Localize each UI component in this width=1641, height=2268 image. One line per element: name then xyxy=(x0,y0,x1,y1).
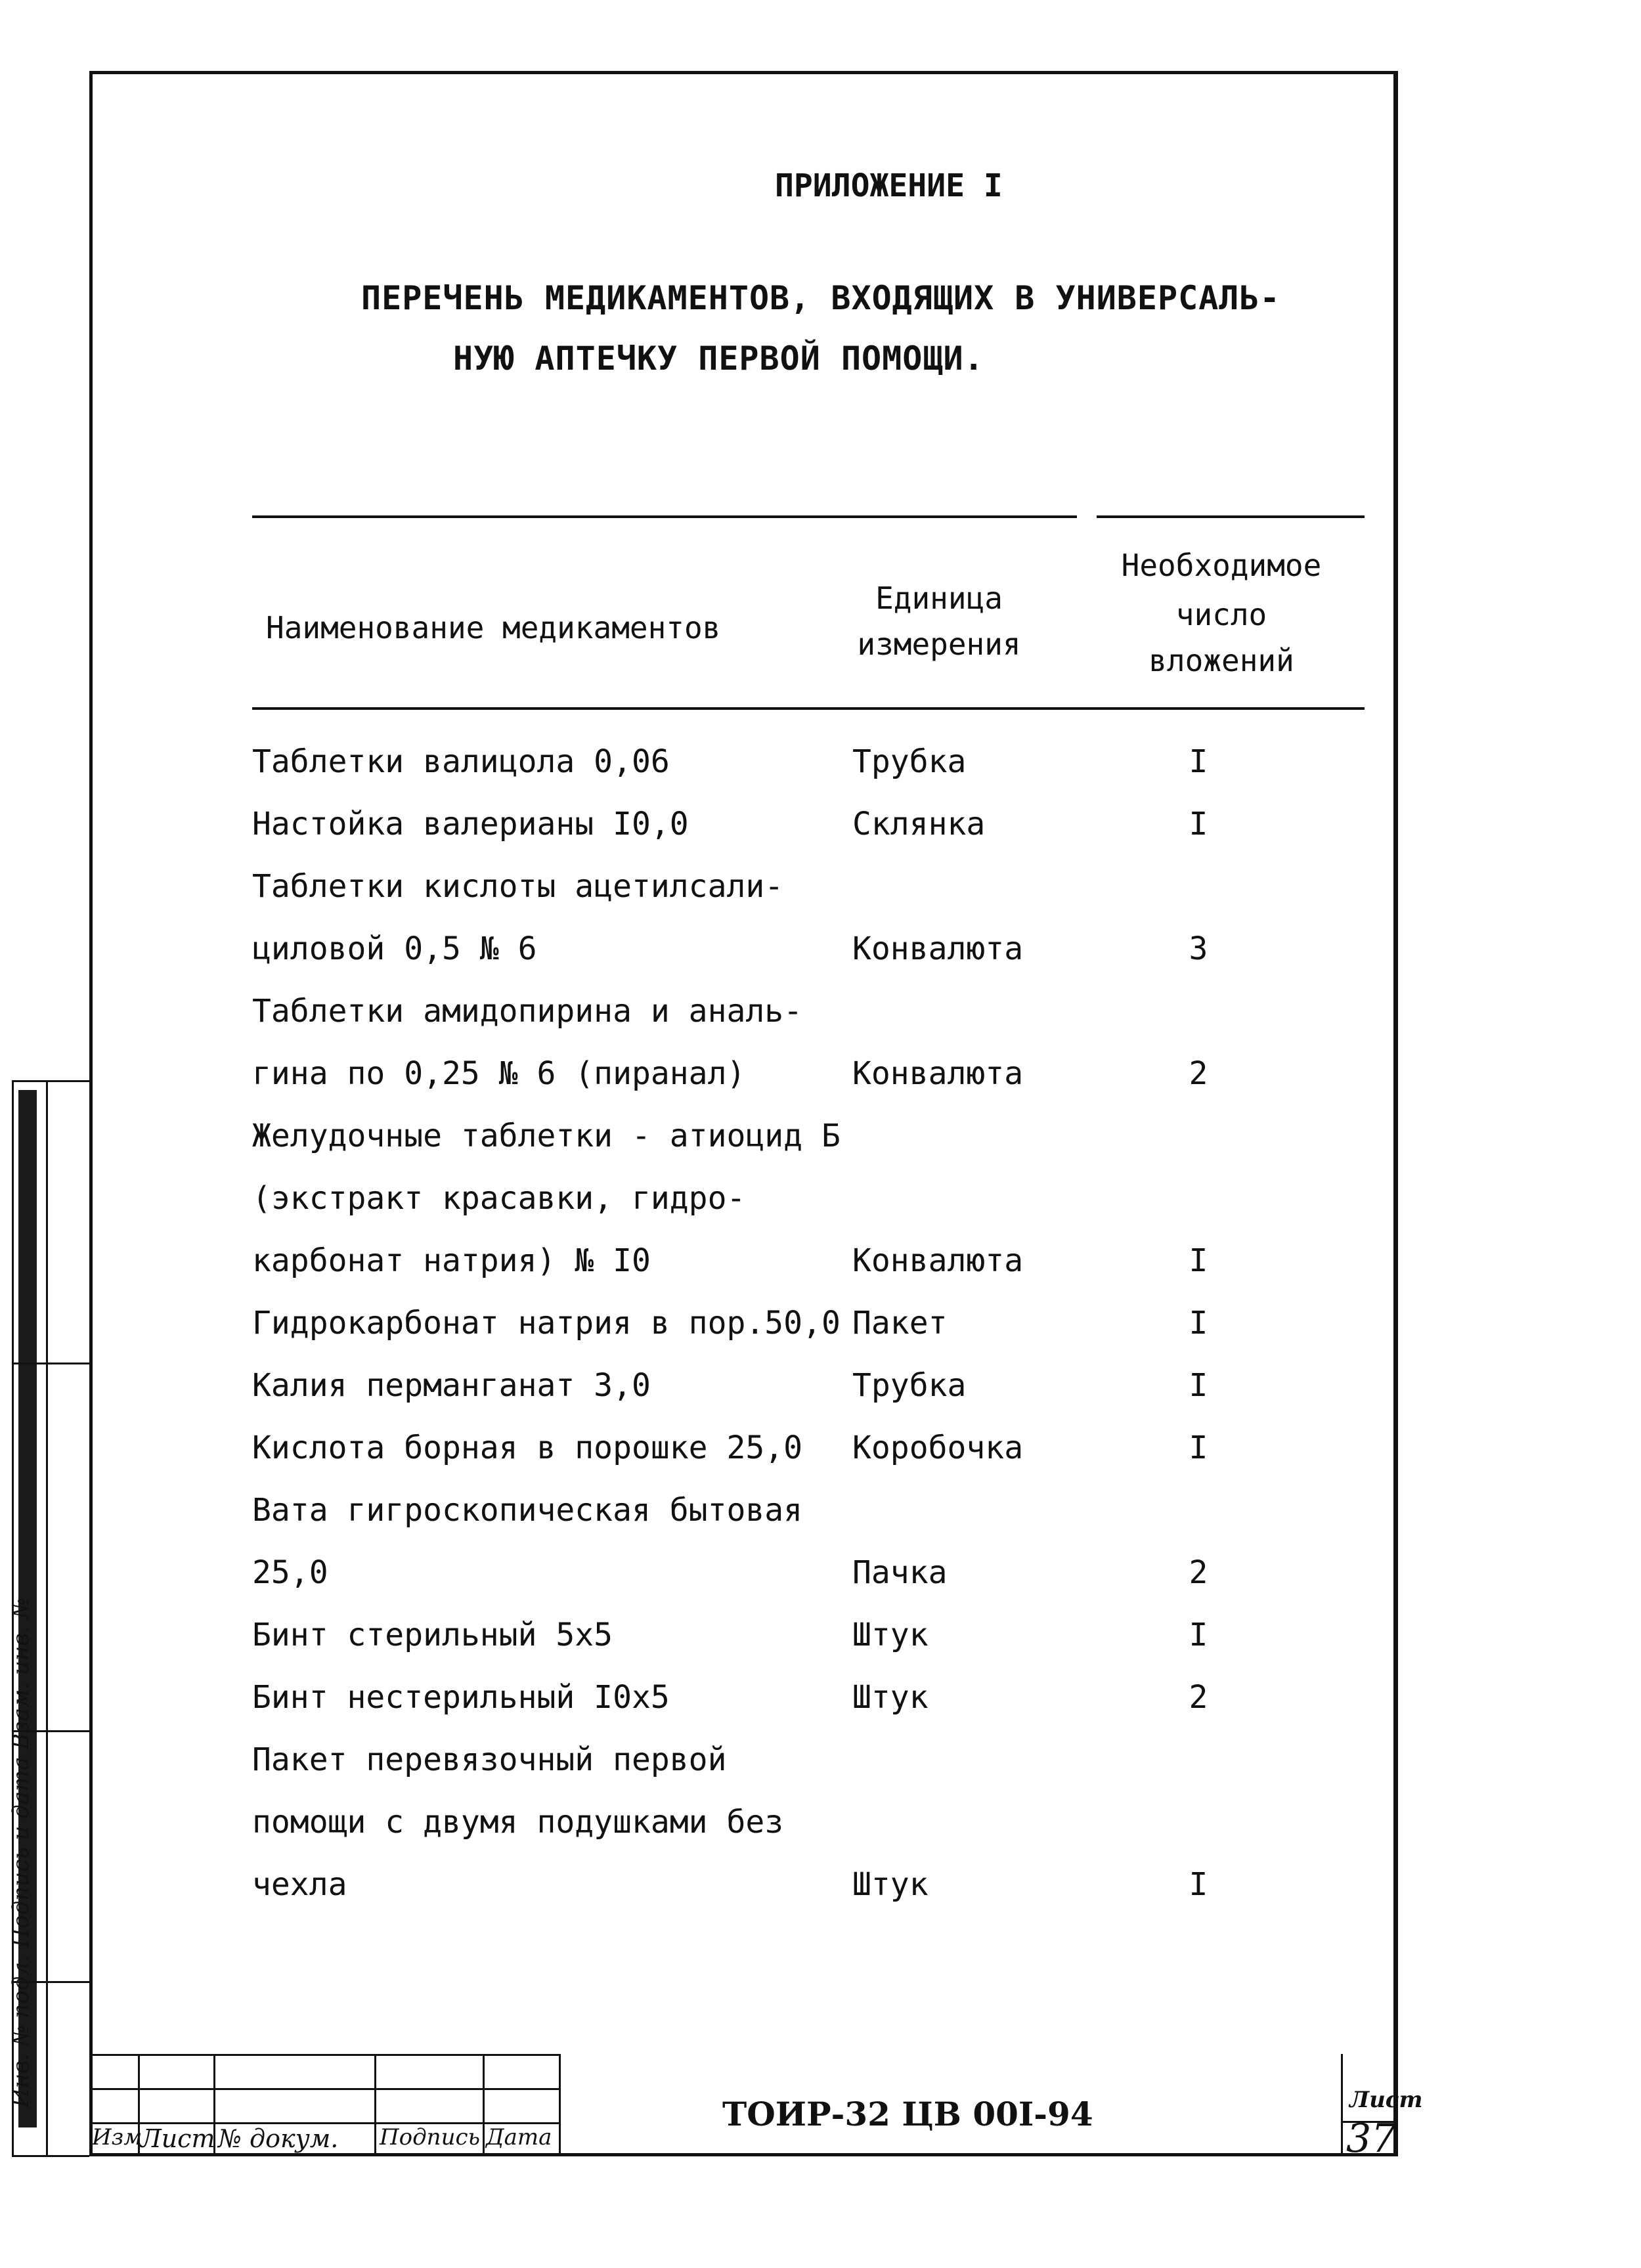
document-number: ТОИР-32 ЦВ 00I-94 xyxy=(722,2095,1093,2133)
list-item-unit: Трубка xyxy=(852,1367,967,1404)
list-item: Бинт нестерильный I0x5 xyxy=(252,1679,670,1716)
list-item-unit: Пакет xyxy=(852,1305,948,1341)
list-item-cont: 25,0 xyxy=(252,1554,328,1591)
list-item-qty: 2 xyxy=(1189,1055,1208,1092)
header-unit-line2: измерения xyxy=(857,626,1021,662)
list-item-unit: Трубка xyxy=(852,743,967,780)
header-name: Наименование медикаментов xyxy=(266,610,721,645)
stamp-label-list: Лист xyxy=(141,2124,215,2153)
list-item-unit: Конвалюта xyxy=(852,930,1024,967)
title-line-2: НУЮ АПТЕЧКУ ПЕРВОЙ ПОМОЩИ. xyxy=(453,339,984,378)
stamp-label-doc: № докум. xyxy=(218,2124,339,2153)
header-unit-line1: Единица xyxy=(875,580,1003,616)
list-item-cont: (экстракт красавки, гидро- xyxy=(252,1180,746,1217)
sheet-number: 37 xyxy=(1346,2116,1397,2162)
list-item-cont: помощи с двумя подушками без xyxy=(252,1804,784,1841)
title-line-1: ПЕРЕЧЕНЬ МЕДИКАМЕНТОВ, ВХОДЯЩИХ В УНИВЕРСАЛЬ- xyxy=(361,279,1280,317)
table-top-rule-left xyxy=(252,515,1077,518)
list-item-unit: Штук xyxy=(852,1617,929,1653)
list-item-unit: Коробочка xyxy=(852,1429,1024,1466)
list-item-unit: Пачка xyxy=(852,1554,948,1591)
stamp-label-sign: Подпись xyxy=(380,2124,481,2150)
stamp-label-izm: Изм xyxy=(92,2124,142,2150)
list-item-qty: I xyxy=(1189,743,1208,780)
list-item: Гидрокарбонат натрия в пор.50,0 xyxy=(252,1305,841,1341)
list-item-qty: I xyxy=(1189,1429,1208,1466)
header-qty-line1: Необходимое xyxy=(1121,548,1322,583)
stamp-label-date: Дата xyxy=(486,2124,552,2150)
page-frame xyxy=(89,71,1398,2156)
list-item: Бинт стерильный 5x5 xyxy=(252,1617,613,1653)
binding-strip-label: Инв. № подл. Подпись и дата Взам. инв. № xyxy=(8,1598,34,2108)
list-item-unit: Штук xyxy=(852,1679,929,1716)
list-item-cont: циловой 0,5 № 6 xyxy=(252,930,537,967)
list-item-qty: I xyxy=(1189,1367,1208,1404)
list-item-qty: 2 xyxy=(1189,1554,1208,1591)
sheet-label: Лист xyxy=(1349,2087,1423,2113)
list-item-unit: Штук xyxy=(852,1866,929,1903)
list-item: Вата гигроскопическая бытовая xyxy=(252,1492,803,1529)
list-item: Кислота борная в порошке 25,0 xyxy=(252,1429,803,1466)
list-item: Таблетки кислоты ацетилсали- xyxy=(252,868,784,905)
list-item: Желудочные таблетки - атиоцид Б xyxy=(252,1118,841,1154)
list-item-qty: I xyxy=(1189,806,1208,842)
table-top-rule-right xyxy=(1097,515,1365,518)
list-item-qty: I xyxy=(1189,1242,1208,1279)
list-item: Настойка валерианы I0,0 xyxy=(252,806,689,842)
list-item-qty: 3 xyxy=(1189,930,1208,967)
list-item-qty: I xyxy=(1189,1305,1208,1341)
list-item-cont: чехла xyxy=(252,1866,347,1903)
list-item-unit: Склянка xyxy=(852,806,986,842)
list-item: Пакет перевязочный первой xyxy=(252,1741,727,1778)
list-item-cont: карбонат натрия) № I0 xyxy=(252,1242,651,1279)
list-item-cont: гина по 0,25 № 6 (пиранал) xyxy=(252,1055,746,1092)
list-item-qty: 2 xyxy=(1189,1679,1208,1716)
header-qty-line3: вложений xyxy=(1149,643,1294,678)
list-item: Таблетки амидопирина и аналь- xyxy=(252,993,803,1030)
appendix-heading: ПРИЛОЖЕНИЕ I xyxy=(775,167,1003,204)
list-item-qty: I xyxy=(1189,1866,1208,1903)
list-item: Калия перманганат 3,0 xyxy=(252,1367,651,1404)
table-header-rule xyxy=(252,707,1365,710)
list-item: Таблетки валицола 0,06 xyxy=(252,743,670,780)
list-item-qty: I xyxy=(1189,1617,1208,1653)
header-qty-line2: число xyxy=(1175,597,1267,632)
list-item-unit: Конвалюта xyxy=(852,1055,1024,1092)
list-item-unit: Конвалюта xyxy=(852,1242,1024,1279)
